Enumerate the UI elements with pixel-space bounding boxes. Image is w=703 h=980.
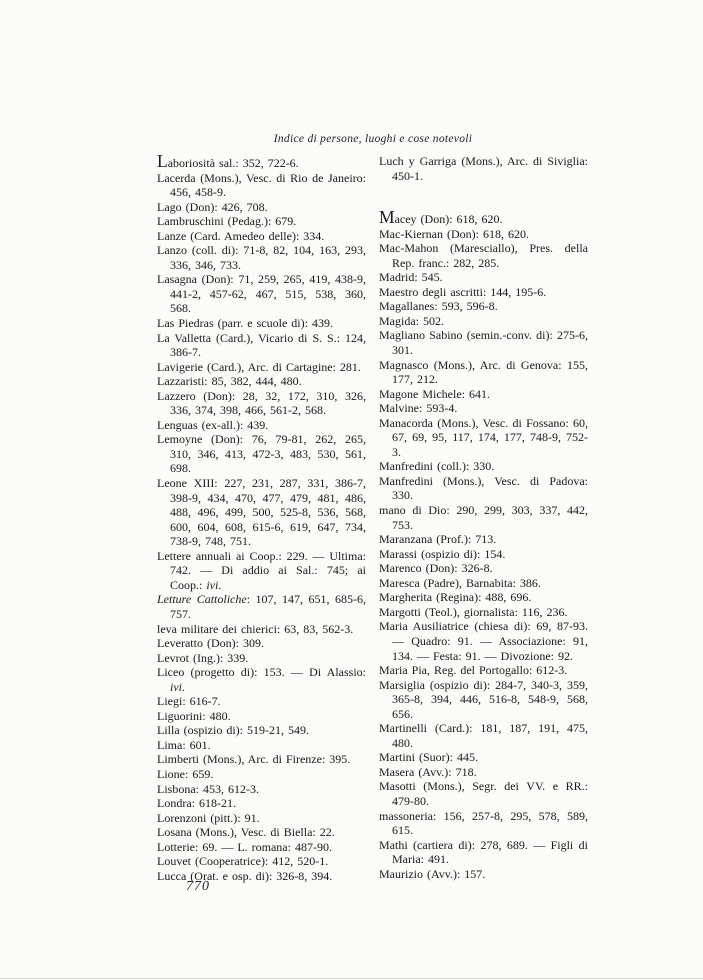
index-entry: Lettere annuali ai Coop.: 229. — Ultima: 742. — Di addio ai Sal.: 745; ai Coop.: ivi. — [157, 548, 366, 592]
index-entry: Manacorda (Mons.), Vesc. di Fossano: 60, 67, 69, 95, 117, 174, 177, 748-9, 752-3. — [379, 415, 588, 459]
index-entry: Lemoyne (Don): 76, 79-81, 262, 265, 310, 346, 413, 472-3, 483, 530, 561, 698. — [157, 432, 366, 476]
index-entry: Maranzana (Prof.): 713. — [379, 532, 497, 547]
index-entry: Mac-Mahon (Maresciallo), Pres. della Rep. franc.: 282, 285. — [379, 241, 588, 270]
running-head: Indice di persone, luoghi e cose notevoli — [273, 133, 473, 145]
index-entry: Mac-Kiernan (Don): 618, 620. — [379, 226, 529, 241]
index-page — [157, 133, 589, 883]
index-entry: Masotti (Mons.), Segr. dei VV. e RR.: 479-80. — [379, 779, 588, 808]
page-bottom-edge — [0, 978, 703, 979]
index-entry: Lanze (Card. Amedeo delle): 334. — [157, 228, 325, 243]
index-entry: Margotti (Teol.), giornalista: 116, 236. — [379, 604, 568, 619]
index-entry: Lago (Don): 426, 708. — [157, 199, 268, 214]
index-right-column — [379, 154, 588, 883]
index-entry: Maria Ausiliatrice (chiesa di): 69, 87-93. — Quadro: 91. — Associazione: 91, 134. — Festa: 91. — Divozione: 92. — [379, 619, 588, 663]
index-entry: Manfredini (coll.): 330. — [379, 459, 495, 474]
page-number: 770 — [186, 879, 210, 894]
index-entry: mano di Dio: 290, 299, 303, 337, 442, 753. — [379, 503, 588, 532]
index-entry: Lisbona: 453, 612-3. — [157, 781, 259, 796]
index-entry: Luch y Garriga (Mons.), Arc. di Siviglia: 450-1. — [379, 154, 588, 183]
index-entry: Lenguas (ex-all.): 439. — [157, 417, 269, 432]
index-entry: Limberti (Mons.), Arc. di Firenze: 395. — [157, 752, 351, 767]
index-entry: Lasagna (Don): 71, 259, 265, 419, 438-9, 441-2, 457-62, 467, 515, 538, 360, 568. — [157, 272, 366, 316]
index-entry: Lavigerie (Card.), Arc. di Cartagine: 281. — [157, 359, 361, 374]
index-entry: Lazzaristi: 85, 382, 444, 480. — [157, 374, 302, 389]
index-entry: Liceo (progetto di): 153. — Di Alassio: ivi. — [157, 665, 366, 694]
index-entry: Magone Michele: 641. — [379, 386, 490, 401]
index-entry: Lilla (ospizio di): 519-21, 549. — [157, 723, 309, 738]
index-entry: Lanzo (coll. di): 71-8, 82, 104, 163, 293, 336, 346, 733. — [157, 243, 366, 272]
index-entry: Lorenzoni (pitt.): 91. — [157, 810, 260, 825]
index-entry: Maurizio (Avv.): 157. — [379, 866, 486, 881]
index-entry: Manfredini (Mons.), Vesc. di Padova: 330. — [379, 473, 588, 503]
index-entry: Lotterie: 69. — L. romana: 487-90. — [157, 839, 332, 854]
index-entry: Marenco (Don): 326-8. — [379, 561, 493, 576]
index-entry: Louvet (Cooperatrice): 412, 520-1. — [157, 854, 329, 869]
index-entry: Leveratto (Don): 309. — [157, 636, 264, 651]
index-entry: Magliano Sabino (semin.-conv. di): 275-6, 301. — [379, 328, 588, 358]
index-entry: massoneria: 156, 257-8, 295, 578, 589, 615. — [379, 808, 588, 838]
section-initial: L — [157, 151, 168, 171]
index-columns — [157, 151, 589, 883]
index-entry: Liegi: 616-7. — [157, 694, 221, 709]
index-entry: Las Piedras (parr. e scuole di): 439. — [157, 316, 333, 331]
index-entry: Lacerda (Mons.), Vesc. di Rio de Janeiro: 456, 458-9. — [157, 170, 366, 200]
index-entry: leva militare dei chierici: 63, 83, 562-3. — [157, 621, 354, 636]
index-entry: Lima: 601. — [157, 737, 211, 752]
index-entry: Maresca (Padre), Barnabita: 386. — [379, 575, 541, 590]
index-entry: Magida: 502. — [379, 313, 444, 328]
index-entry: Magallanes: 593, 596-8. — [379, 299, 498, 314]
index-entry: Magnasco (Mons.), Arc. di Genova: 155, 177, 212. — [379, 357, 588, 387]
index-entry: Leone XIII: 227, 231, 287, 331, 386-7, 398-9, 434, 470, 477, 479, 481, 486, 488, 496, 499, 500, 525-8, 536, 568, 600, 604, 608, 615-6, 619, 647, 734, 738-9, 748, 751. — [157, 476, 366, 549]
index-entry: Macey (Don): 618, 620. — [379, 207, 503, 228]
index-entry: Martini (Suor): 445. — [379, 750, 478, 765]
index-entry: Londra: 618-21. — [157, 796, 236, 811]
index-entry: Malvine: 593-4. — [379, 401, 458, 416]
index-entry: Maestro degli ascritti: 144, 195-6. — [379, 284, 547, 299]
index-entry: Lambruschini (Pedag.): 679. — [157, 214, 297, 229]
index-left-column — [157, 151, 366, 883]
index-entry: Letture Cattoliche: 107, 147, 651, 685-6, 757. — [157, 592, 366, 621]
section-initial: M — [379, 207, 395, 228]
index-entry: La Valletta (Card.), Vicario di S. S.: 124, 386-7. — [157, 330, 366, 360]
index-entry: Mathi (cartiera di): 278, 689. — Figli di Maria: 491. — [379, 837, 588, 867]
index-entry: Levrot (Ing.): 339. — [157, 650, 249, 665]
index-entry: Martinelli (Card.): 181, 187, 191, 475, 480. — [379, 721, 588, 750]
index-entry: Madrid: 545. — [379, 270, 443, 285]
index-entry: Lione: 659. — [157, 766, 214, 781]
index-entry: Margherita (Regina): 488, 696. — [379, 590, 532, 605]
index-entry: Maria Pia, Reg. del Portogallo: 612-3. — [379, 663, 568, 678]
index-entry: Marsiglia (ospizio di): 284-7, 340-3, 359, 365-8, 394, 446, 516-8, 548-9, 568, 656. — [379, 677, 588, 721]
index-entry: Lazzero (Don): 28, 32, 172, 310, 326, 336, 374, 398, 466, 561-2, 568. — [157, 388, 366, 418]
index-entry: Marassi (ospizio di): 154. — [379, 546, 506, 561]
index-entry: Lucca (Orat. e osp. di): 326-8, 394. — [157, 868, 333, 883]
index-entry: Liguorini: 480. — [157, 708, 231, 723]
index-entry: Laboriosità sal.: 352, 722-6. — [157, 151, 299, 171]
index-entry: Losana (Mons.), Vesc. di Biella: 22. — [157, 825, 335, 840]
index-entry: Masera (Avv.): 718. — [379, 764, 477, 779]
